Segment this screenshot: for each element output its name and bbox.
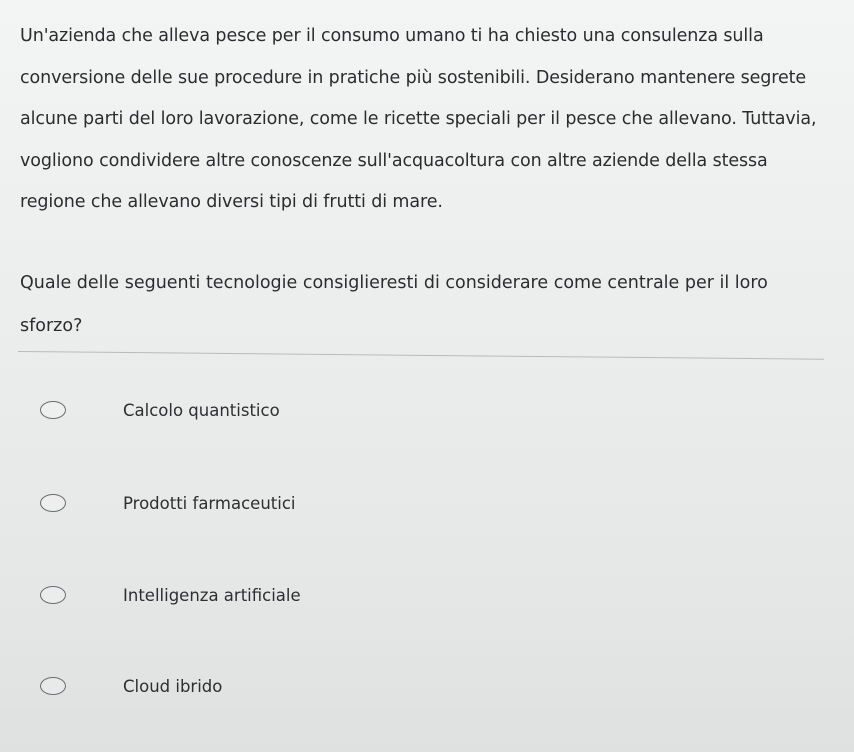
question-line: alcune parti del loro lavorazione, come le ricette speciali per il pesce che allevano. Tuttavia, <box>20 109 817 129</box>
question-line: conversione delle sue procedure in pratiche più sostenibili. Desiderano mantenere segrete <box>20 67 807 88</box>
option-intelligenza-artificiale[interactable] <box>40 575 540 615</box>
question-line: regione che allevano diversi tipi di frutti di mare. <box>20 192 443 212</box>
question-line: vogliono condividere altre conoscenze sull'acquacoltura con altre aziende della stessa <box>20 150 768 171</box>
option-cloud-ibrido[interactable] <box>40 666 540 706</box>
option-prodotti-farmaceutici[interactable] <box>40 483 540 523</box>
option-label: Calcolo quantistico <box>123 400 280 420</box>
radio-button[interactable] <box>40 677 66 695</box>
radio-button[interactable] <box>40 401 66 419</box>
prompt-line: Quale delle seguenti tecnologie consiglieresti di considerare come centrale per il loro <box>20 273 768 293</box>
prompt-line: sforzo? <box>20 316 83 336</box>
question-line: Un'azienda che alleva pesce per il consumo umano ti ha chiesto una consulenza sulla <box>20 26 764 46</box>
option-label: Cloud ibrido <box>123 676 223 696</box>
option-label: Intelligenza artificiale <box>123 585 301 605</box>
option-label: Prodotti farmaceutici <box>123 493 296 513</box>
option-calcolo-quantistico[interactable] <box>40 390 540 430</box>
radio-button[interactable] <box>40 494 66 512</box>
radio-button[interactable] <box>40 586 66 604</box>
